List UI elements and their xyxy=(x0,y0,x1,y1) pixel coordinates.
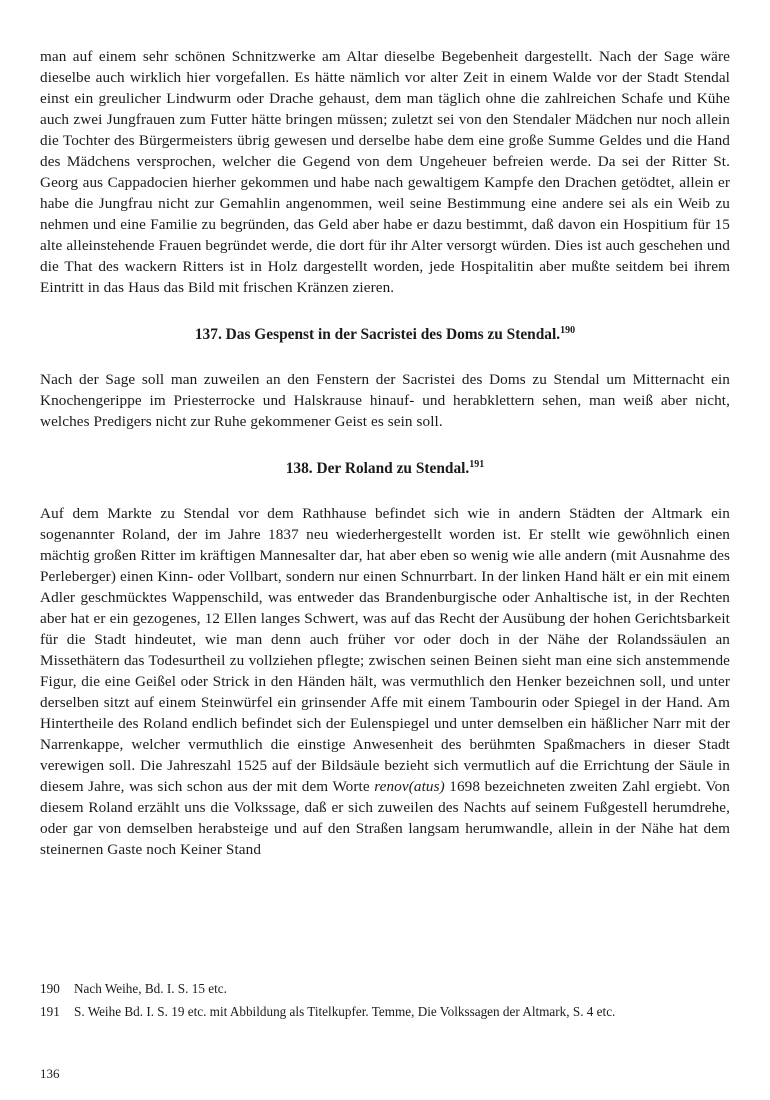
footnote-ref-190: 190 xyxy=(560,324,576,336)
footnote-191-number: 191 xyxy=(40,1004,60,1019)
section-138-italic-word: renov(atus) xyxy=(374,778,445,795)
footnote-191 xyxy=(40,1003,730,1021)
section-137-paragraph: Nach der Sage soll man zuweilen an den Fenstern der Sacristei des Doms zu Stendal um Mitternacht ein Knochengerippe im Priesterrocke und Halskrause hinauf- und herabklettern sehen, man weiß aber nicht, welches Predigers nicht zur Ruhe gekommener Geist es sein soll. xyxy=(40,371,730,430)
section-137-title: 137. Das Gespenst in der Sacristei des Doms zu Stendal. xyxy=(194,326,561,343)
footnotes-block xyxy=(40,980,730,1026)
section-138-paragraph xyxy=(40,503,730,860)
page-body xyxy=(40,46,730,860)
section-137-heading xyxy=(40,324,730,345)
section-138-text-before-italic: Auf dem Markte zu Stendal vor dem Rathhause befindet sich wie in andern Städten der Altmark ein sogenannter Roland, der im Jahre 1837 neu wiederhergestellt worden ist. Er stellt wie gewöhnlich einen mächtig großen Ritter im kräftigen Mannesalter dar, hat aber eben so wenig wie alle andern (mit Ausnahme des Perleberger) einen Kinn- oder Vollbart, sondern nur einen Schnurrbart. In der linken Hand hält er ein mit einem Adler geschmücktes Wappenschild, was entweder das Brandenburgische oder Anhaltische ist, in der Rechten aber hat er ein gezogenes, 12 Ellen langes Schwert, was auf das Recht der Ausübung der hohen Gerichtsbarkeit für die Stadt hindeutet, wie man denn auch früher vor oder doch in der Nähe der Rolandssäulen an Missethätern das Todesurtheil zu vollziehen pflegte; zwischen seinen Beinen sieht man eine sich anstemmende Figur, die eine Geißel oder Strick in den Händen hält, was vermuthlich den Henker bezeichnen soll, und unter derselben sitzt auf einem Steinwürfel ein grinsender Affe mit einem Tambourin oder Spiegel in der Hand. Am Hintertheile des Roland endlich befindet sich der Eulenspiegel und unter demselben ein häßlicher Narr mit der Narrenkappe, welcher vermuthlich die einstige Anwesenheit des berühmten Spaßmachers in dieser Stadt verewigen soll. Die Jahreszahl 1525 auf der Bildsäule bezieht sich vermutlich auf die Errichtung der Säule in diesem Jahre, was sich schon aus der mit dem Worte xyxy=(40,505,730,795)
page-number: 136 xyxy=(40,1066,60,1081)
footnote-190-text: Nach Weihe, Bd. I. S. 15 etc. xyxy=(74,981,227,996)
footnote-190-number: 190 xyxy=(40,981,60,996)
footnote-191-text: S. Weihe Bd. I. S. 19 etc. mit Abbildung als Titelkupfer. Temme, Die Volkssagen der Altmark, S. 4 etc. xyxy=(74,1004,616,1019)
footnote-190 xyxy=(40,980,730,998)
section-138-text-after-italic: 1698 bezeichneten zweiten Zahl ergiebt. Von diesem Roland erzählt uns die Volkssage, daß er sich zuweilen des Nachts auf seinem Fußgestell herumdrehe, oder gar von demselben herabsteige und auf den Straßen langsam herumwandle, allein in der Nähe hat dem steinernen Gaste noch Keiner Stand xyxy=(40,778,731,858)
section-138-heading xyxy=(40,458,730,479)
continuation-paragraph: man auf einem sehr schönen Schnitzwerke am Altar dieselbe Begebenheit dargestellt. Nach der Sage wäre dieselbe auch wirklich hier vorgefallen. Es hätte nämlich vor alter Zeit in einem Walde vor der Stadt Stendal einst ein greulicher Lindwurm oder Drache gehaust, dem man täglich ohne die zahlreichen Schafe und Kühe auch zwei Jungfrauen zum Futter hätte bringen müssen; zuletzt sei von den Stendaler Mädchen nur noch allein die Tochter des Bürgermeisters übrig gewesen und derselbe habe dem eine große Summe Geldes und die Hand des Mädchens versprochen, welcher die Gegend von dem Ungeheuer befreien werde. Da sei der Ritter St. Georg aus Cappadocien hierher gekommen und habe nach gewaltigem Kampfe den Drachen getödtet, allein er habe die Jungfrau nicht zur Gemahlin angenommen, weil seine Bestimmung eine andere sei als ein Weib zu nehmen und eine Familie zu begründen, das Geld aber habe er dazu bestimmt, daß davon ein Hospitium für 15 alte alleinstehende Frauen begründet werde, die dort für ihr Alter versorgt würden. Dies ist auch geschehen und die That des wackern Ritters ist in Holz dargestellt worden, jede Hospitalitin aber mußte seitdem bei ihrem Eintritt in das Haus das Bild mit frischen Kränzen zieren. xyxy=(40,48,730,296)
section-138-title: 138. Der Roland zu Stendal. xyxy=(285,460,470,477)
footnote-ref-191: 191 xyxy=(469,458,485,470)
